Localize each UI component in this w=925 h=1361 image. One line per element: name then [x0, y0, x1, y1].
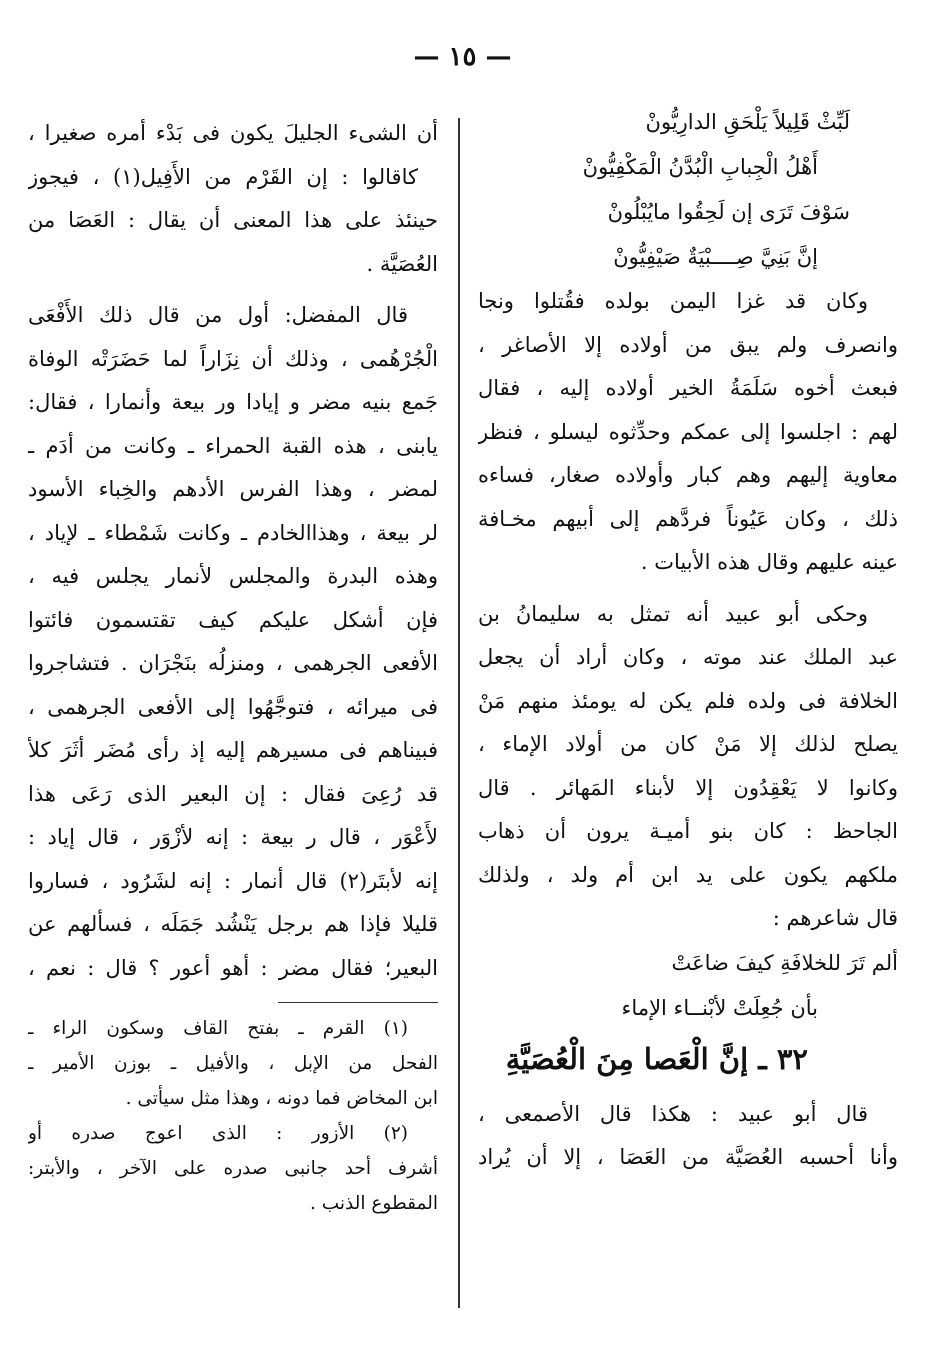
paragraph: [28, 112, 438, 286]
text-line: حينئذ على هذا المعنى أن يقال : العَصَا من: [28, 208, 438, 232]
paragraph: [28, 294, 438, 990]
footnote-line: (١) القرم ـ بفتح القاف وسكون الراء ـ: [28, 1018, 408, 1039]
text-line: قال شاعرهم :: [772, 906, 898, 930]
text-line: عبد الملك عند موته ، وكان أراد أن يجعل: [478, 645, 898, 669]
text-line: كاقالوا : إن القَرْم من الأَفِيل(١) ، فيجوز: [28, 164, 418, 189]
paragraph: [478, 593, 898, 941]
left-column: [28, 100, 438, 1221]
footnote-rule: [278, 1002, 438, 1003]
verse-line: سَوْفَ تَرَى إن لَحِقُوا مايُبْلُونْ: [607, 200, 850, 224]
text-line: لأَعْوَر ، قال ر بيعة : إنه لأزْوَر ، قال إياد :: [28, 825, 438, 849]
section-heading: ٣٢ ـ إنَّ الْعَصا مِنَ الْعُصَيَّةِ: [505, 1041, 808, 1076]
verse-line: ألم تَرَ للخلافَةِ كيفَ ضاعَتْ: [671, 950, 898, 975]
footnotes: [28, 1011, 438, 1221]
text-line: عينه عليهم وقال هذه الأبيات .: [640, 550, 898, 574]
text-line: معاوية إليهم وهم كبار وأولاده صغار، فساءه: [478, 463, 898, 487]
verse-line: بأن جُعِلَتْ لأبْنــاء الإماء: [621, 995, 818, 1020]
text-line: فبعث أخوه سَلَمَةُ الخير أولاده إليه ، فقال: [478, 376, 898, 400]
right-column: [478, 100, 898, 1180]
text-line: ملكهم يكون على يد ابن أم ولد ، ولذلك: [478, 862, 898, 887]
text-line: لر بيعة ، وهذاالخادم ـ وكانت شَمْطاء ـ لإياد ،: [28, 520, 438, 545]
text-line: الأفعى الجرهمى ، ومنزلُه بنَجْرَان . فتشاجروا: [28, 651, 438, 675]
text-line: إنه لأبتَر(٢) قال أنمار : إنه لشَرُود ، فساروا: [28, 868, 438, 893]
text-line: قد رُعِىَ فقال : إن البعير الذى رَعَى هذا: [28, 781, 438, 806]
footnote-line: ابن المخاض فما دونه ، وهذا مثل سيأتى .: [125, 1088, 438, 1109]
footnote-line: (٢) الأزور : الذى اعوج صدره أو: [28, 1123, 408, 1144]
text-line: قليلا فإذا هم برجل يَنْشُد جَمَلَه ، فسألهم عن: [28, 912, 438, 936]
text-line: فبيناهم فى مسيرهم إليه إذ رأى مُضَر أثَرَ كلأ: [28, 738, 438, 762]
text-line: الخلافة فى ولده فلم يكن له يومئذ منهم مَنْ: [478, 688, 898, 713]
text-line: جَمع بنيه مضر و إيادا ور بيعة وأنمارا ، فقال:: [28, 390, 438, 414]
text-line: لهم : اجلسوا إلى عمكم وحدِّثوه ليسلو ، فنظر: [478, 419, 898, 444]
text-line: فى ميرائه ، فتوجَّهُوا إلى الأفعى الجرهمى ،: [28, 694, 438, 719]
paragraph: [478, 1093, 898, 1180]
text-line: وانصرف ولم يبق من أولاده إلا الأصاغر ،: [478, 332, 898, 357]
verse-block-top: [478, 100, 898, 280]
text-line: وأنا أحسبه العُصَيَّة من العَصَا ، إلا أن يُراد: [478, 1145, 898, 1169]
text-line: ذلك ، وكان عَيُوناً فردَّهم إلى أبيهم مخـافة: [478, 506, 898, 531]
paragraph: [478, 280, 898, 585]
column-divider: [458, 118, 460, 1308]
footnote-line: أشرف أحد جانبى صدره على الآخر ، والأبتر:: [28, 1158, 438, 1179]
text-line: وحكى أبو عبيد أنه تمثل به سليمانُ بن: [478, 601, 868, 626]
text-line: وكانوا لا يَعْقِدُون إلا لأبناء المَهائر . قال: [478, 775, 898, 800]
text-line: قال أبو عبيد : هكذا قال الأصمعى ،: [478, 1101, 868, 1126]
text-line: الجاحظ : كان بنو أميـة يرون أن ذهاب: [478, 819, 898, 843]
verse-line: إنَّ بَنِيَّ صِــــبْيَةٌ صَيْفِيُّونْ: [613, 245, 818, 269]
text-line: فإن أشكل عليكم كيف تقتسمون فائتوا: [28, 607, 438, 632]
text-line: الْجُرْهُمى ، وذلك أن نِزَاراً لما حَضَرَتْه الوفاة: [28, 346, 438, 371]
verse-line: أَهْلُ الْجِبابِ الْبُدَّنُ الْمَكْفِيُّونْ: [582, 155, 818, 179]
text-line: وهذه البدرة والمجلس لأنمار يجلس فيه ،: [28, 564, 438, 588]
text-line: البعير؛ فقال مضر : أهو أعور ؟ قال : نعم ،: [28, 955, 438, 980]
verse-line: لَبِّثْ قَلِيلاً يَلْحَقِ الدارِيُّونْ: [645, 110, 850, 134]
footnote-line: الفحل من الإبل ، والأفيل ـ بوزن الأمير ـ: [28, 1053, 438, 1074]
text-line: لمضر ، وهذا الفرس الأدهم والخِباء الأسود: [28, 477, 438, 501]
text-line: أن الشىء الجليلَ يكون فى بَدْء أمره صغيرا ،: [28, 121, 438, 145]
footnote-line: المقطوع الذنب .: [309, 1193, 438, 1214]
page-number: — ١٥ —: [413, 42, 512, 72]
text-line: يابنى ، هذه القبة الحمراء ـ وكانت من أدَم ـ: [28, 433, 438, 458]
text-line: يصلح لذلك إلا مَنْ كان من أولاد الإماء ،: [478, 732, 898, 756]
verse-block-bottom: [478, 941, 898, 1031]
text-line: وكان قد غزا اليمن بولده فقُتلوا ونجا: [478, 289, 868, 313]
text-line: العُصَيَّة .: [366, 251, 438, 276]
text-line: قال المفضل: أول من قال ذلك الأَفْعَى: [28, 303, 408, 327]
